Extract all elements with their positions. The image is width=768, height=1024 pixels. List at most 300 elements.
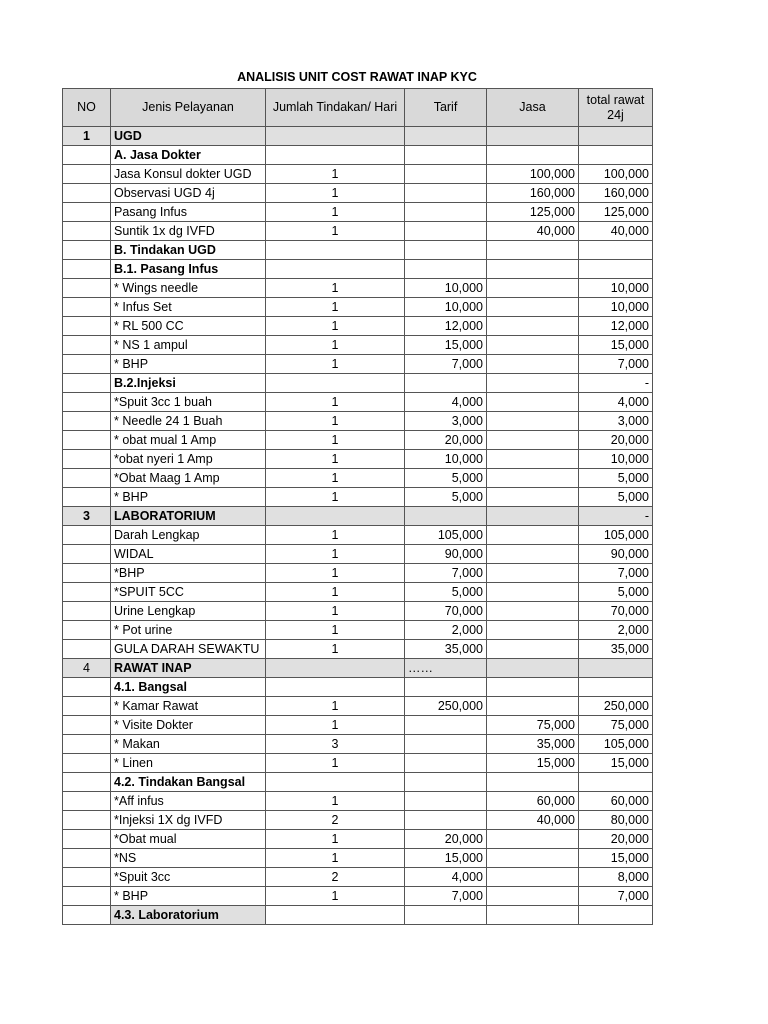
cell-no — [63, 336, 111, 355]
cell-jasa — [487, 412, 579, 431]
col-header-total: total rawat 24j — [579, 89, 653, 127]
cell-total: 100,000 — [579, 165, 653, 184]
cell-tarif — [405, 773, 487, 792]
cell-total: 3,000 — [579, 412, 653, 431]
cell-jasa — [487, 146, 579, 165]
cell-qty: 1 — [266, 298, 405, 317]
cell-service: * BHP — [111, 887, 266, 906]
cell-no — [63, 621, 111, 640]
cell-jasa — [487, 906, 579, 925]
cell-no — [63, 431, 111, 450]
cell-tarif — [405, 906, 487, 925]
cell-total: 20,000 — [579, 431, 653, 450]
cell-tarif — [405, 678, 487, 697]
cell-service: *Obat mual — [111, 830, 266, 849]
cell-service: * Makan — [111, 735, 266, 754]
cell-jasa — [487, 602, 579, 621]
cell-total — [579, 127, 653, 146]
cell-no — [63, 374, 111, 393]
cell-tarif: 90,000 — [405, 545, 487, 564]
col-header-service: Jenis Pelayanan — [111, 89, 266, 127]
cell-service: RAWAT INAP — [111, 659, 266, 678]
cell-qty: 1 — [266, 621, 405, 640]
cell-no: 1 — [63, 127, 111, 146]
cell-qty — [266, 678, 405, 697]
table-row — [63, 716, 653, 735]
cell-service: GULA DARAH SEWAKTU — [111, 640, 266, 659]
cell-no — [63, 640, 111, 659]
cell-service: * Pot urine — [111, 621, 266, 640]
table-row — [63, 906, 653, 925]
cell-total: 5,000 — [579, 488, 653, 507]
cell-service: *NS — [111, 849, 266, 868]
cell-tarif — [405, 260, 487, 279]
cell-total: 10,000 — [579, 450, 653, 469]
cell-qty: 1 — [266, 165, 405, 184]
cell-jasa: 40,000 — [487, 811, 579, 830]
cell-service: Pasang Infus — [111, 203, 266, 222]
cell-jasa — [487, 849, 579, 868]
cell-total: 10,000 — [579, 279, 653, 298]
table-body — [63, 127, 653, 925]
cell-service: *obat nyeri 1 Amp — [111, 450, 266, 469]
cell-total: - — [579, 507, 653, 526]
cell-qty: 1 — [266, 355, 405, 374]
cell-no — [63, 545, 111, 564]
cell-no — [63, 488, 111, 507]
cell-jasa — [487, 640, 579, 659]
table-row — [63, 526, 653, 545]
cell-tarif: 105,000 — [405, 526, 487, 545]
cell-no — [63, 222, 111, 241]
cell-qty: 1 — [266, 279, 405, 298]
cell-tarif: 5,000 — [405, 583, 487, 602]
cell-qty — [266, 906, 405, 925]
cell-tarif: 10,000 — [405, 298, 487, 317]
cell-service: * RL 500 CC — [111, 317, 266, 336]
cell-tarif: 7,000 — [405, 564, 487, 583]
cell-no — [63, 355, 111, 374]
cell-total — [579, 241, 653, 260]
cell-jasa — [487, 545, 579, 564]
cell-qty: 1 — [266, 716, 405, 735]
table-row — [63, 754, 653, 773]
cell-jasa: 160,000 — [487, 184, 579, 203]
cell-qty: 1 — [266, 602, 405, 621]
cell-service: 4.2. Tindakan Bangsal — [111, 773, 266, 792]
cell-qty — [266, 374, 405, 393]
cell-jasa — [487, 241, 579, 260]
cell-total: 40,000 — [579, 222, 653, 241]
cell-service: * obat mual 1 Amp — [111, 431, 266, 450]
table-row — [63, 374, 653, 393]
cell-jasa — [487, 317, 579, 336]
cell-tarif: 20,000 — [405, 431, 487, 450]
table-row — [63, 811, 653, 830]
table-row — [63, 146, 653, 165]
cell-jasa — [487, 583, 579, 602]
cell-jasa: 125,000 — [487, 203, 579, 222]
cell-no — [63, 203, 111, 222]
cell-tarif — [405, 127, 487, 146]
cell-no — [63, 298, 111, 317]
table-row — [63, 887, 653, 906]
cell-total: 7,000 — [579, 355, 653, 374]
cell-no — [63, 868, 111, 887]
cell-no — [63, 260, 111, 279]
cell-total: 4,000 — [579, 393, 653, 412]
cell-total: - — [579, 374, 653, 393]
cell-qty: 1 — [266, 697, 405, 716]
table-row — [63, 260, 653, 279]
cell-no — [63, 564, 111, 583]
cell-qty — [266, 127, 405, 146]
cell-jasa — [487, 450, 579, 469]
table-row — [63, 678, 653, 697]
cell-qty: 1 — [266, 887, 405, 906]
cell-jasa — [487, 507, 579, 526]
table-row — [63, 317, 653, 336]
cell-tarif: 5,000 — [405, 469, 487, 488]
cell-total: 7,000 — [579, 887, 653, 906]
table-row — [63, 507, 653, 526]
cell-qty — [266, 659, 405, 678]
table-row — [63, 355, 653, 374]
cell-no — [63, 906, 111, 925]
cell-jasa — [487, 469, 579, 488]
cell-tarif: 20,000 — [405, 830, 487, 849]
table-row — [63, 583, 653, 602]
cell-no — [63, 716, 111, 735]
cell-no — [63, 602, 111, 621]
cell-jasa — [487, 279, 579, 298]
cell-total — [579, 906, 653, 925]
header-row — [63, 89, 653, 127]
cell-service: * NS 1 ampul — [111, 336, 266, 355]
cell-jasa — [487, 488, 579, 507]
table-row — [63, 336, 653, 355]
cell-tarif: 10,000 — [405, 450, 487, 469]
cell-no — [63, 450, 111, 469]
cell-service: * BHP — [111, 488, 266, 507]
table-row — [63, 241, 653, 260]
cell-service: * Visite Dokter — [111, 716, 266, 735]
cell-qty — [266, 241, 405, 260]
cell-tarif: 250,000 — [405, 697, 487, 716]
cell-no: 3 — [63, 507, 111, 526]
table-row — [63, 849, 653, 868]
cell-no — [63, 697, 111, 716]
cell-tarif: 35,000 — [405, 640, 487, 659]
cell-jasa: 40,000 — [487, 222, 579, 241]
cell-total: 160,000 — [579, 184, 653, 203]
cell-no — [63, 165, 111, 184]
cell-no — [63, 830, 111, 849]
cell-no: 4 — [63, 659, 111, 678]
cell-total: 15,000 — [579, 754, 653, 773]
cell-qty — [266, 260, 405, 279]
cell-service: * Needle 24 1 Buah — [111, 412, 266, 431]
cell-tarif — [405, 811, 487, 830]
cell-no — [63, 241, 111, 260]
cell-total: 5,000 — [579, 469, 653, 488]
cell-no — [63, 279, 111, 298]
cell-service: *Injeksi 1X dg IVFD — [111, 811, 266, 830]
cell-no — [63, 678, 111, 697]
cell-qty: 1 — [266, 849, 405, 868]
cell-no — [63, 754, 111, 773]
cell-qty: 1 — [266, 488, 405, 507]
cell-jasa: 35,000 — [487, 735, 579, 754]
cell-no — [63, 184, 111, 203]
cell-tarif: 15,000 — [405, 336, 487, 355]
cell-total: 105,000 — [579, 735, 653, 754]
cell-total: 90,000 — [579, 545, 653, 564]
cell-jasa: 100,000 — [487, 165, 579, 184]
cell-total: 8,000 — [579, 868, 653, 887]
cell-no — [63, 792, 111, 811]
cell-total: 250,000 — [579, 697, 653, 716]
cell-jasa — [487, 868, 579, 887]
cell-tarif: 10,000 — [405, 279, 487, 298]
table-row — [63, 488, 653, 507]
cell-jasa — [487, 355, 579, 374]
cell-qty: 2 — [266, 811, 405, 830]
table-row — [63, 431, 653, 450]
cell-service: B.1. Pasang Infus — [111, 260, 266, 279]
cell-total: 15,000 — [579, 336, 653, 355]
cell-service: Urine Lengkap — [111, 602, 266, 621]
cell-qty: 1 — [266, 431, 405, 450]
cell-jasa: 75,000 — [487, 716, 579, 735]
cell-qty: 1 — [266, 792, 405, 811]
table-row — [63, 298, 653, 317]
cell-jasa — [487, 260, 579, 279]
cell-tarif: 7,000 — [405, 355, 487, 374]
table-row — [63, 735, 653, 754]
col-header-jasa: Jasa — [487, 89, 579, 127]
cell-tarif: …… — [405, 659, 487, 678]
cell-service: LABORATORIUM — [111, 507, 266, 526]
cell-total: 125,000 — [579, 203, 653, 222]
col-header-tarif: Tarif — [405, 89, 487, 127]
table-row — [63, 792, 653, 811]
cell-tarif — [405, 203, 487, 222]
cell-jasa — [487, 830, 579, 849]
cell-jasa — [487, 564, 579, 583]
cell-service: B. Tindakan UGD — [111, 241, 266, 260]
cell-jasa — [487, 431, 579, 450]
cell-total — [579, 773, 653, 792]
cell-jasa — [487, 374, 579, 393]
cell-qty: 1 — [266, 526, 405, 545]
cell-service: Suntik 1x dg IVFD — [111, 222, 266, 241]
table-row — [63, 545, 653, 564]
cell-tarif: 70,000 — [405, 602, 487, 621]
cell-jasa — [487, 298, 579, 317]
cell-qty: 1 — [266, 545, 405, 564]
table-row — [63, 640, 653, 659]
cell-tarif — [405, 754, 487, 773]
cell-tarif: 7,000 — [405, 887, 487, 906]
cell-no — [63, 526, 111, 545]
cell-qty: 1 — [266, 830, 405, 849]
cell-service: *Obat Maag 1 Amp — [111, 469, 266, 488]
cell-no — [63, 146, 111, 165]
cell-service: Observasi UGD 4j — [111, 184, 266, 203]
cell-jasa — [487, 659, 579, 678]
table-row — [63, 621, 653, 640]
table-row — [63, 773, 653, 792]
table-row — [63, 203, 653, 222]
cell-qty: 1 — [266, 583, 405, 602]
cell-jasa: 60,000 — [487, 792, 579, 811]
cell-qty: 1 — [266, 469, 405, 488]
cell-total: 10,000 — [579, 298, 653, 317]
cell-service: * BHP — [111, 355, 266, 374]
cell-service: 4.3. Laboratorium — [111, 906, 266, 925]
cell-total: 75,000 — [579, 716, 653, 735]
cell-qty — [266, 773, 405, 792]
cell-qty: 1 — [266, 412, 405, 431]
cell-tarif: 5,000 — [405, 488, 487, 507]
cell-no — [63, 317, 111, 336]
cell-service: UGD — [111, 127, 266, 146]
table-row — [63, 393, 653, 412]
cell-total: 80,000 — [579, 811, 653, 830]
cell-tarif: 4,000 — [405, 868, 487, 887]
cell-tarif — [405, 184, 487, 203]
cell-jasa — [487, 127, 579, 146]
cell-service: * Wings needle — [111, 279, 266, 298]
cell-service: *Spuit 3cc — [111, 868, 266, 887]
table-row — [63, 469, 653, 488]
cell-no — [63, 735, 111, 754]
cell-qty — [266, 146, 405, 165]
cell-tarif — [405, 716, 487, 735]
cell-jasa: 15,000 — [487, 754, 579, 773]
cell-service: *Spuit 3cc 1 buah — [111, 393, 266, 412]
cell-service: B.2.Injeksi — [111, 374, 266, 393]
cell-service: *Aff infus — [111, 792, 266, 811]
cell-no — [63, 811, 111, 830]
cell-tarif: 12,000 — [405, 317, 487, 336]
cell-service: Jasa Konsul dokter UGD — [111, 165, 266, 184]
cell-no — [63, 887, 111, 906]
table-row — [63, 279, 653, 298]
table-row — [63, 184, 653, 203]
cell-total: 2,000 — [579, 621, 653, 640]
cell-qty — [266, 507, 405, 526]
cell-tarif: 3,000 — [405, 412, 487, 431]
cell-tarif — [405, 165, 487, 184]
table-row — [63, 697, 653, 716]
cell-total: 35,000 — [579, 640, 653, 659]
table-row — [63, 830, 653, 849]
cell-service: * Linen — [111, 754, 266, 773]
cell-service: 4.1. Bangsal — [111, 678, 266, 697]
cell-qty: 1 — [266, 754, 405, 773]
cell-total: 70,000 — [579, 602, 653, 621]
cell-no — [63, 469, 111, 488]
table-row — [63, 412, 653, 431]
cell-jasa — [487, 621, 579, 640]
cell-tarif: 2,000 — [405, 621, 487, 640]
cell-jasa — [487, 773, 579, 792]
cell-qty: 2 — [266, 868, 405, 887]
cell-qty: 1 — [266, 564, 405, 583]
cell-total: 12,000 — [579, 317, 653, 336]
table-row — [63, 868, 653, 887]
cell-tarif — [405, 222, 487, 241]
cell-no — [63, 393, 111, 412]
cell-jasa — [487, 393, 579, 412]
cell-tarif — [405, 735, 487, 754]
cell-total — [579, 659, 653, 678]
cell-qty: 1 — [266, 640, 405, 659]
cell-qty: 1 — [266, 222, 405, 241]
cell-total — [579, 146, 653, 165]
cell-no — [63, 849, 111, 868]
cell-jasa — [487, 336, 579, 355]
cell-service: * Infus Set — [111, 298, 266, 317]
cell-total: 5,000 — [579, 583, 653, 602]
page-title: ANALISIS UNIT COST RAWAT INAP KYC — [237, 70, 477, 84]
cell-total: 105,000 — [579, 526, 653, 545]
cell-tarif — [405, 146, 487, 165]
cell-total: 60,000 — [579, 792, 653, 811]
cell-tarif: 15,000 — [405, 849, 487, 868]
cell-total — [579, 260, 653, 279]
cell-no — [63, 412, 111, 431]
cell-qty: 1 — [266, 336, 405, 355]
cell-no — [63, 773, 111, 792]
cell-service: * Kamar Rawat — [111, 697, 266, 716]
table-row — [63, 564, 653, 583]
cell-qty: 1 — [266, 184, 405, 203]
col-header-no: NO — [63, 89, 111, 127]
cell-tarif: 4,000 — [405, 393, 487, 412]
cell-qty: 3 — [266, 735, 405, 754]
cell-no — [63, 583, 111, 602]
cell-tarif — [405, 374, 487, 393]
cell-service: *BHP — [111, 564, 266, 583]
cell-qty: 1 — [266, 393, 405, 412]
cell-qty: 1 — [266, 317, 405, 336]
table-row — [63, 602, 653, 621]
cell-total: 15,000 — [579, 849, 653, 868]
table-row — [63, 659, 653, 678]
cell-jasa — [487, 526, 579, 545]
cell-jasa — [487, 887, 579, 906]
cell-service: *SPUIT 5CC — [111, 583, 266, 602]
cell-service: A. Jasa Dokter — [111, 146, 266, 165]
cell-qty: 1 — [266, 203, 405, 222]
table-row — [63, 165, 653, 184]
cell-total: 20,000 — [579, 830, 653, 849]
cell-service: Darah Lengkap — [111, 526, 266, 545]
cell-service: WIDAL — [111, 545, 266, 564]
table-row — [63, 450, 653, 469]
cell-jasa — [487, 678, 579, 697]
table-row — [63, 222, 653, 241]
cell-total: 7,000 — [579, 564, 653, 583]
cell-tarif — [405, 507, 487, 526]
cell-qty: 1 — [266, 450, 405, 469]
unit-cost-table — [62, 88, 653, 925]
cell-tarif — [405, 241, 487, 260]
cell-jasa — [487, 697, 579, 716]
